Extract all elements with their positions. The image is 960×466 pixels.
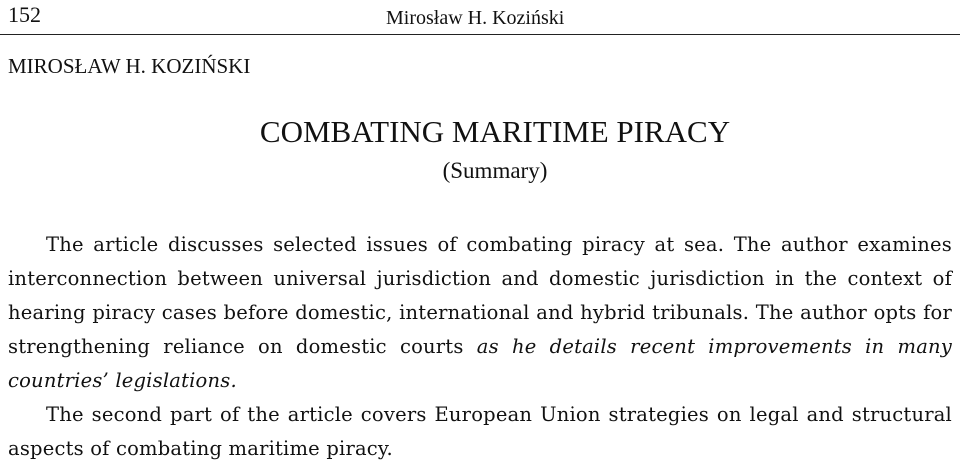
page-number: 152	[8, 2, 41, 27]
running-head: Mirosław H. Koziński	[386, 7, 565, 29]
article-title: COMBATING MARITIME PIRACY	[259, 114, 731, 149]
page-header	[0, 0, 960, 35]
summary-body	[8, 228, 952, 466]
article-subtitle: (Summary)	[442, 158, 548, 183]
summary-paragraph-1-text: The article discusses selected issues of combating piracy at sea. The author examines interconnection between universal jurisdiction and domestic jurisdiction in the context of hearing piracy cases before domestic, international and hybrid tribunals. The author opts for strengthening reliance on domestic courts	[8, 233, 952, 358]
article-author: MIROSŁAW H. KOZIŃSKI	[8, 54, 251, 78]
summary-paragraph-2	[8, 398, 952, 466]
summary-paragraph-2-text: The second part of the article covers European Union strategies on legal and structural aspects of combating maritime piracy.	[8, 403, 952, 460]
summary-paragraph-1	[8, 228, 952, 398]
summary-paragraph-1-italic: as he details recent improvements in many countries’ legislations.	[8, 335, 952, 392]
